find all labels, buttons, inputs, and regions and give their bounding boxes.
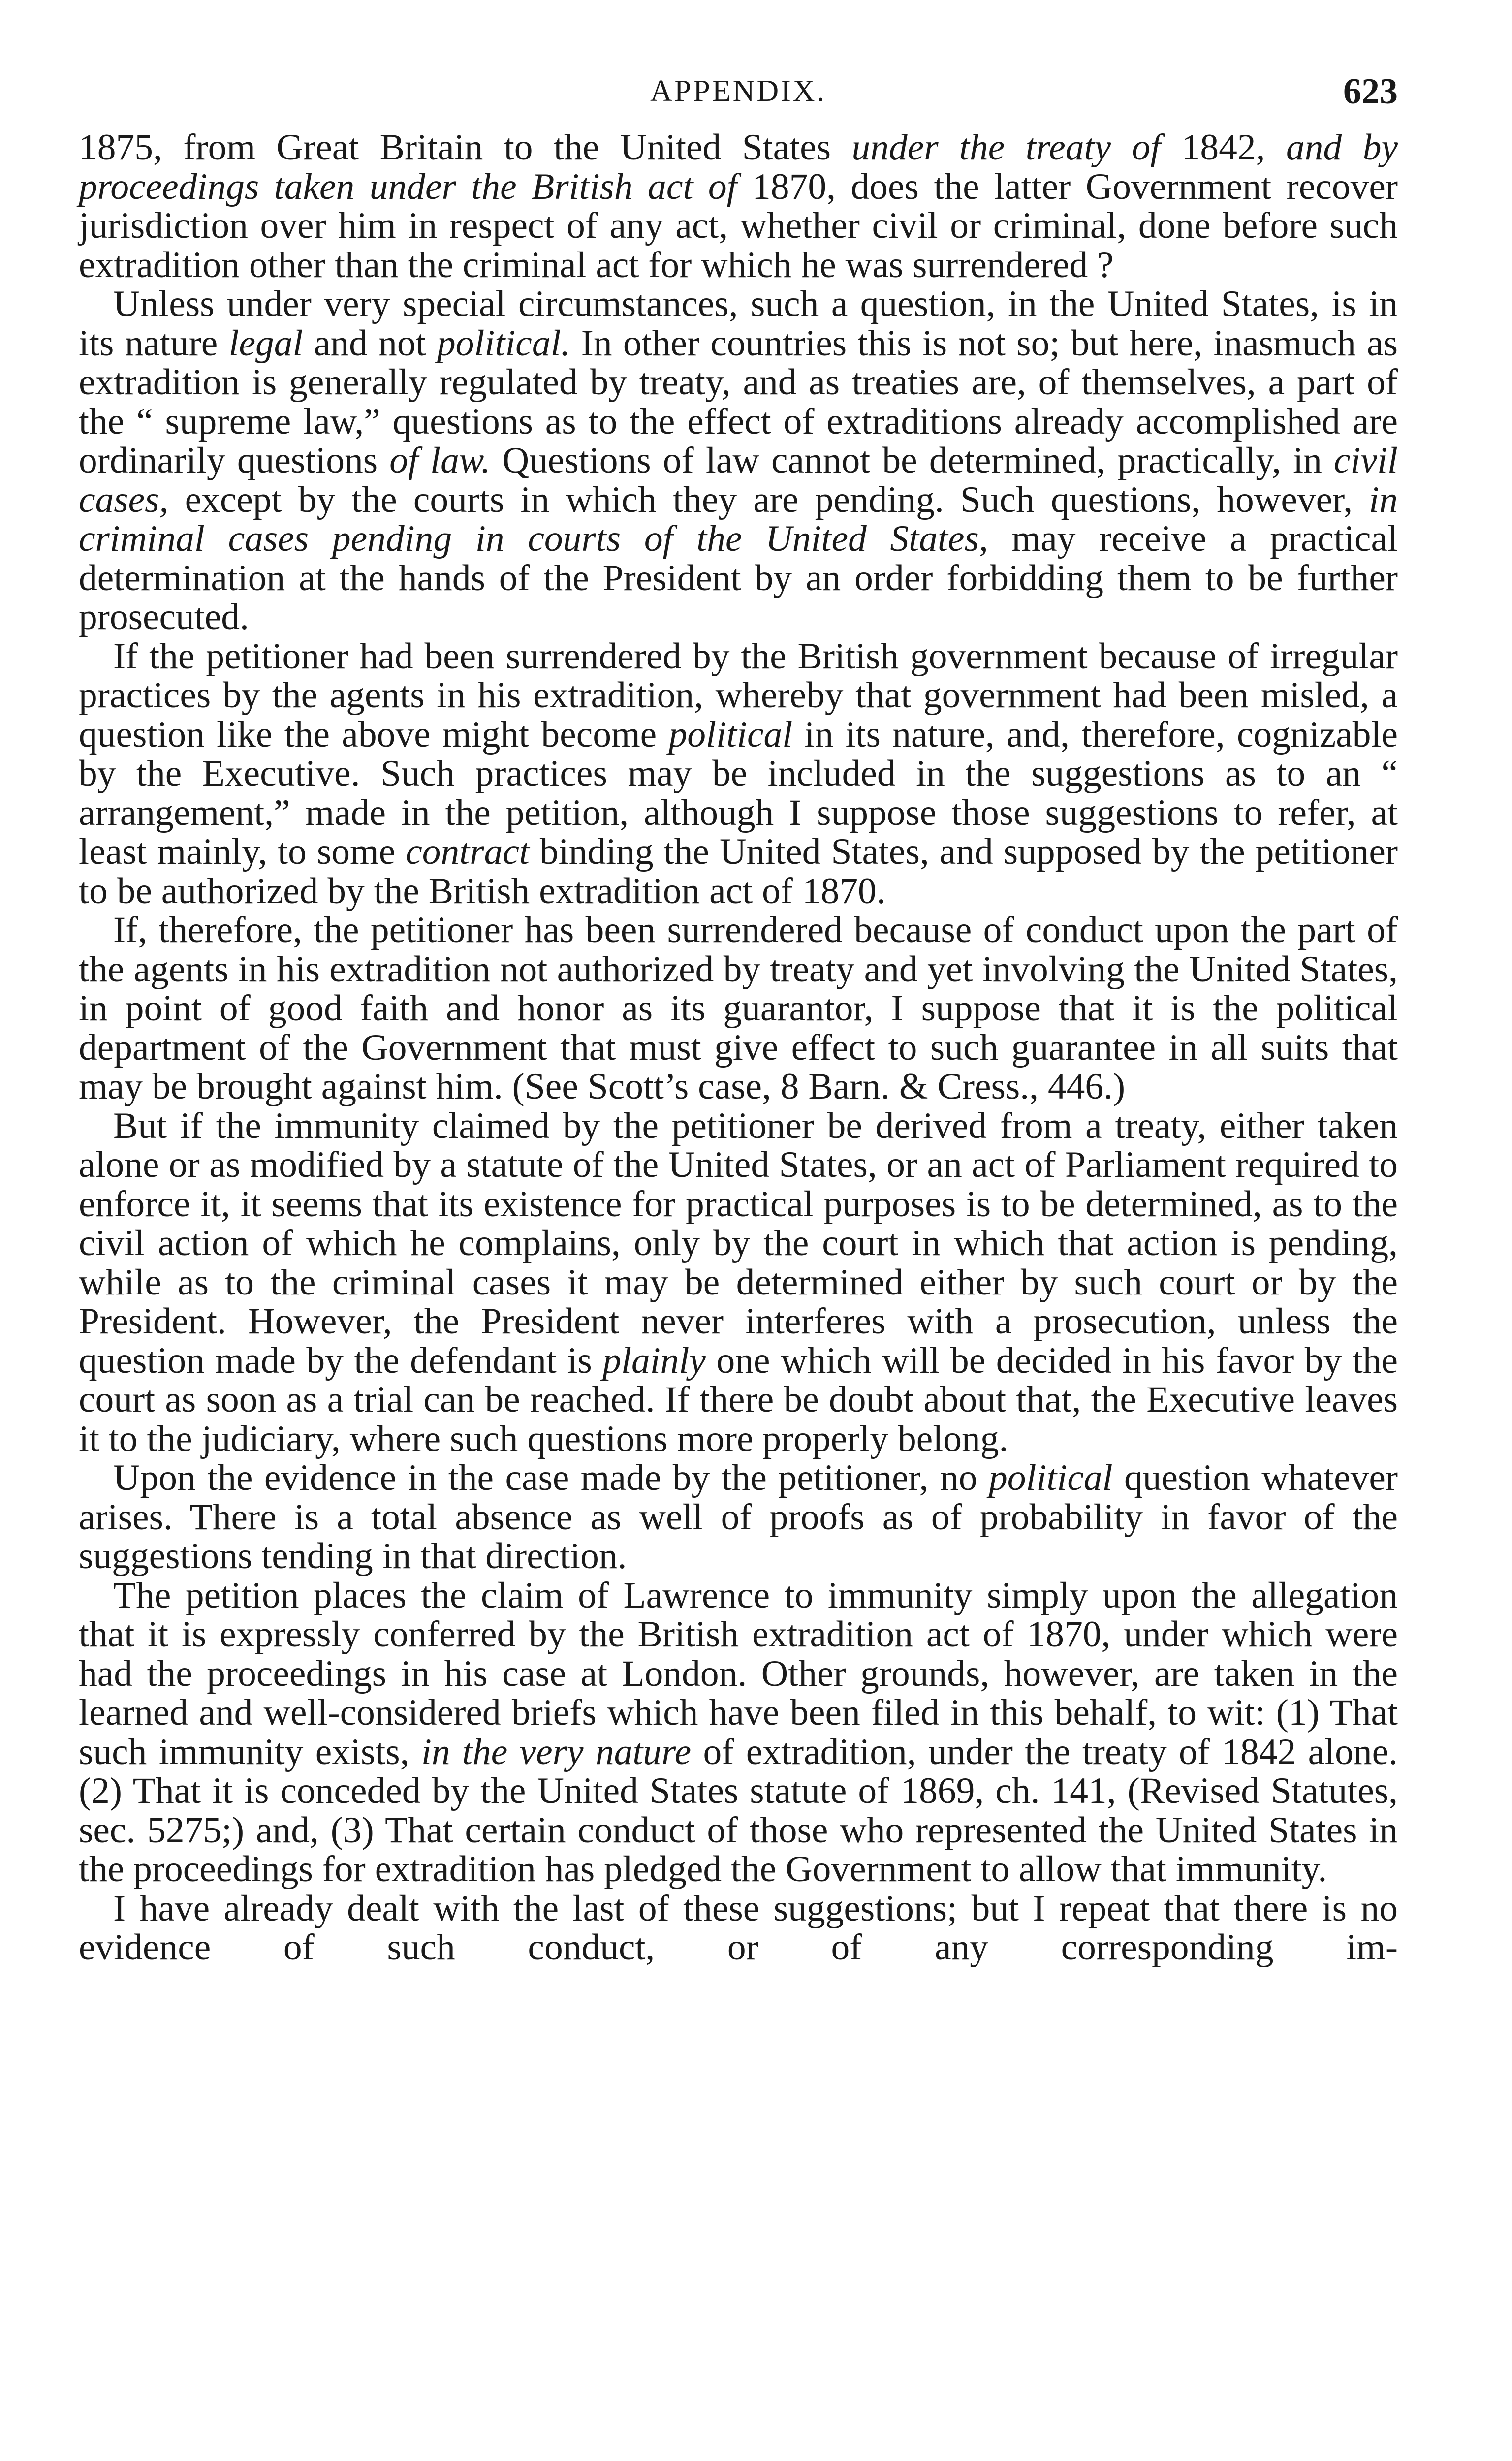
text-run: In other countries this is not so; but here, inasmuch as extradition is generally regulated by treaty, and as treaties are, of themselves, a part of the “ supreme law,” questions as to the effect of extraditions already accomplished are ordinarily questions: [79, 322, 1398, 481]
running-header: [79, 71, 1398, 128]
text-run: and not: [303, 322, 437, 364]
text-run: If the petitioner had been surrendered by the British government because of irregular practices by the agents in his extradition, whereby that government had been misled, a question like the above might become: [79, 635, 1398, 755]
text-run: I have already dealt with the last of these suggestions; but I repeat that there is no evidence of such conduct, or of any corresponding im-: [79, 1888, 1398, 1968]
italic-text: plainly: [602, 1340, 706, 1381]
text-run: except by the courts in which they are pending. Such questions, however,: [168, 479, 1369, 520]
italic-text: legal: [228, 322, 303, 364]
text-run: Questions of law cannot be determined, practically, in: [490, 440, 1334, 481]
paragraph: [79, 911, 1398, 1106]
paragraph: [79, 128, 1398, 284]
text-run: in its nature, and, therefore, cognizable by the Executive. Such practices may be included in the suggestions as to an “ arrangement,” made in the petition, although I suppose those suggestions to refer, at least mainly, to some: [79, 714, 1398, 872]
italic-text: civil cases,: [79, 440, 1398, 520]
italic-text: and by proceedings taken under the British act of: [79, 127, 1398, 207]
italic-text: under the treaty of: [851, 127, 1161, 168]
page-number: 623: [1343, 71, 1398, 112]
text-run: of extradition, under the treaty of 1842 alone. (2) That it is conceded by the United States statute of 1869, ch. 141, (Revised Statutes, sec. 5275;) and, (3) That certain conduct of those who represented the United States in the proceedings for extradition has pledged the Government to allow that immunity.: [79, 1731, 1398, 1890]
section-title: APPENDIX.: [650, 74, 827, 108]
text-run: binding the United States, and supposed by the petitioner to be authorized by the British extradition act of 1870.: [79, 831, 1398, 912]
italic-text: contract: [406, 831, 530, 872]
italic-text: political: [668, 714, 793, 755]
text-run: If, therefore, the petitioner has been surrendered because of conduct upon the part of the agents in his extradition not authorized by treaty and yet involving the United States, in point of good faith and honor as its guarantor, I suppose that it is the political department of the Government that must give effect to such guarantee in all suits that may be brought against him. (See Scott’s case, 8 Barn. & Cress., 446.): [79, 910, 1398, 1107]
text-run: may receive a practical determination at the hands of the President by an order forbidding them to be further prosecuted.: [79, 518, 1398, 637]
text-run: 1842,: [1161, 127, 1287, 168]
body-text: [79, 128, 1398, 1967]
paragraph: [79, 637, 1398, 911]
text-run: 1870, does the latter Government recover jurisdiction over him in respect of any act, whether civil or criminal, done before such extradition other than the criminal act for which he was surrendered ?: [79, 166, 1398, 285]
italic-text: of law.: [389, 440, 491, 481]
paragraph: [79, 1458, 1398, 1576]
paragraph: [79, 1106, 1398, 1459]
italic-text: political.: [437, 322, 570, 364]
italic-text: in the very nature: [421, 1731, 692, 1772]
text-run: one which will be decided in his favor by the court as soon as a trial can be reached. If there be doubt about that, the Executive leaves it to the judiciary, where such questions more properly belong.: [79, 1340, 1398, 1459]
italic-text: in criminal cases pending in courts of the United States,: [79, 479, 1398, 559]
paragraph: [79, 1576, 1398, 1889]
text-run: question whatever arises. There is a total absence as well of proofs as of probability in favor of the suggestions tending in that direction.: [79, 1457, 1398, 1577]
paragraph: [79, 284, 1398, 637]
text-run: Upon the evidence in the case made by the petitioner, no: [113, 1457, 989, 1498]
text-run: But if the immunity claimed by the petitioner be derived from a treaty, either taken alone or as modified by a statute of the United States, or an act of Parliament required to enforce it, it seems that its existence for practical purposes is to be determined, as to the civil action of which he complains, only by the court in which that action is pending, while as to the criminal cases it may be determined either by such court or by the President. However, the President never interferes with a prosecution, unless the question made by the defendant is: [79, 1105, 1398, 1381]
italic-text: political: [988, 1457, 1113, 1498]
text-run: The petition places the claim of Lawrence to immunity simply upon the allegation that it is expressly conferred by the British extradition act of 1870, under which were had the proceedings in his case at London. Other grounds, however, are taken in the learned and well-considered briefs which have been filed in this behalf, to wit: (1) That such immunity exists,: [79, 1575, 1398, 1772]
text-run: Unless under very special circumstances, such a question, in the United States, is in its nature: [79, 284, 1398, 364]
paragraph: [79, 1889, 1398, 1967]
document-page: [79, 71, 1398, 1968]
text-run: 1875, from Great Britain to the United States: [79, 127, 852, 168]
